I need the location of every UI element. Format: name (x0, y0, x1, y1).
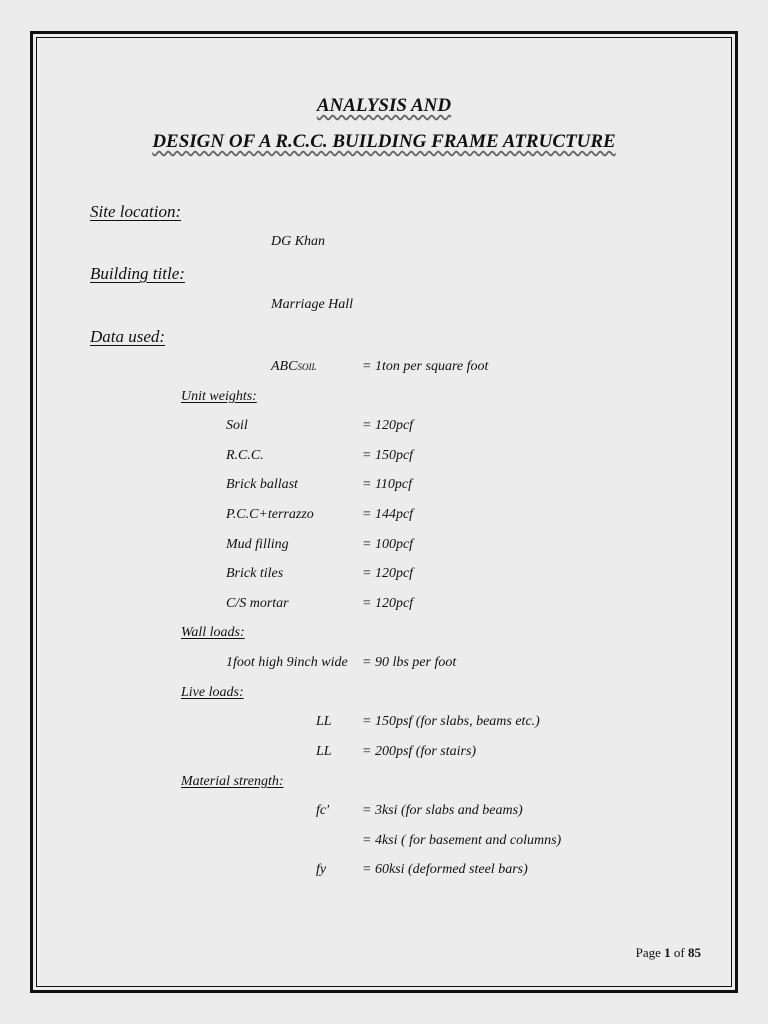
data-used-heading: Data used: (90, 327, 166, 346)
wall-load-value: = 90 lbs per foot (362, 655, 457, 670)
live-load-label: LL (316, 744, 332, 759)
unit-weight-value: = 120pcf (362, 596, 414, 611)
material-strength-heading: Material strength: (181, 774, 284, 789)
of-word: of (673, 945, 685, 960)
unit-weight-label: Soil (226, 418, 248, 433)
unit-weight-value: = 144pcf (362, 507, 414, 522)
unit-weight-value: = 100pcf (362, 537, 414, 552)
material-strength-value: = 60ksi (deformed steel bars) (362, 862, 528, 877)
wall-load-label: 1foot high 9inch wide (226, 655, 348, 670)
wall-loads-heading: Wall loads: (181, 625, 245, 640)
material-strength-value: = 3ksi (for slabs and beams) (362, 803, 523, 818)
page-word: Page (635, 945, 661, 960)
unit-weight-label: C/S mortar (226, 596, 289, 611)
abc-label-main: ABC (271, 359, 298, 374)
abc-soil-value: = 1ton per square foot (362, 359, 489, 374)
page-current: 1 (664, 945, 671, 960)
building-title-heading: Building title: (90, 264, 185, 283)
title-line-1: ANALYSIS AND (316, 95, 452, 116)
material-strength-value: = 4ksi ( for basement and columns) (362, 833, 562, 848)
unit-weight-value: = 120pcf (362, 566, 414, 581)
unit-weight-value: = 150pcf (362, 448, 414, 463)
title-line-2: DESIGN OF A R.C.C. BUILDING FRAME ATRUCTURE (152, 131, 616, 152)
material-strength-label: fc′ (316, 803, 330, 818)
live-load-value: = 200psf (for stairs) (362, 744, 477, 759)
site-location-heading: Site location: (90, 202, 182, 221)
abc-soil-label (271, 360, 316, 374)
unit-weight-label: Brick ballast (226, 477, 298, 492)
live-loads-heading: Live loads: (181, 685, 244, 700)
unit-weight-label: Mud filling (226, 537, 289, 552)
unit-weight-label: R.C.C. (226, 448, 264, 463)
unit-weight-value: = 120pcf (362, 418, 414, 433)
unit-weight-label: P.C.C+terrazzo (226, 507, 314, 522)
unit-weights-heading: Unit weights: (181, 389, 257, 404)
page-total: 85 (688, 945, 701, 960)
material-strength-label: fy (316, 862, 327, 877)
page-number (636, 945, 701, 961)
unit-weight-value: = 110pcf (362, 477, 413, 492)
unit-weight-label: Brick tiles (226, 566, 284, 581)
site-location-value: DG Khan (271, 234, 326, 249)
live-load-value: = 150psf (for slabs, beams etc.) (362, 714, 540, 729)
abc-label-subscript: SOIL (297, 362, 317, 372)
live-load-label: LL (316, 714, 332, 729)
building-title-value: Marriage Hall (271, 297, 354, 312)
